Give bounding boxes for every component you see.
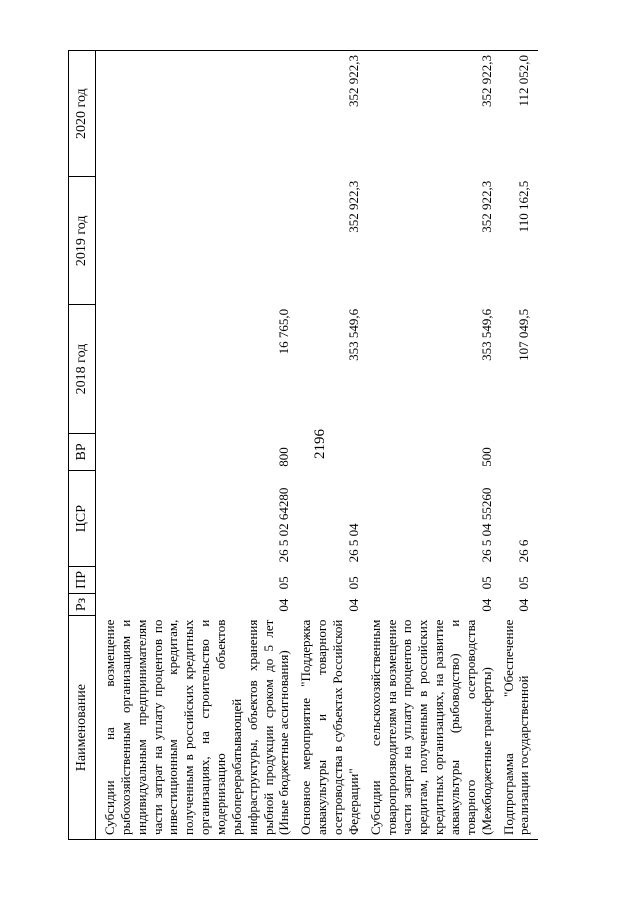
- budget-table: [68, 50, 538, 840]
- header-2020: 2020 год: [69, 51, 96, 177]
- header-csr: ЦСР: [69, 471, 96, 567]
- row-csr: 26 5 04: [345, 523, 361, 563]
- row-2020: 112 052,0: [501, 51, 539, 177]
- row-pr: 05: [345, 576, 361, 590]
- row-rz: 04: [516, 598, 532, 612]
- table-row: [368, 51, 501, 840]
- row-csr: 26 6: [516, 539, 532, 563]
- row-rz: 04: [276, 598, 292, 612]
- table-header-row: [69, 51, 96, 840]
- row-name: Субсидии на возмещение рыбохозяйственным организациям и индивидуальным предпринимателям части затрат на уплату процентов по инвестиционным кредитам, полученным в российских кредитных организациях, на строительство и модернизацию объектов рыбоперерабатывающей инфраструктуры, объектов хранения рыбной продукции сроком до 5 лет (Иные бюджетные ассигнования): [96, 616, 299, 840]
- row-2018: 353 549,6: [478, 308, 494, 361]
- row-rz: 04: [345, 598, 361, 612]
- row-2019: 352 922,3: [345, 180, 361, 233]
- row-2020: 352 922,3: [298, 51, 367, 177]
- row-2018: 107 049,5: [516, 308, 532, 361]
- row-2019: 110 162,5: [516, 180, 532, 233]
- header-2018: 2018 год: [69, 305, 96, 433]
- row-csr: 26 5 02 64280: [276, 487, 292, 563]
- header-name: Наименование: [69, 616, 96, 840]
- table-row: [96, 51, 299, 840]
- header-2019: 2019 год: [69, 177, 96, 305]
- row-2018: 353 549,6: [345, 308, 361, 361]
- row-name: Основное мероприятие "Поддержка аквакультуры и товарного осетроводства в субъектах Российской Федерации": [298, 616, 367, 840]
- row-2018: 16 765,0: [276, 308, 292, 355]
- row-name: Подпрограмма "Обеспечение реализации государственной: [501, 616, 539, 840]
- row-vr: 500: [478, 447, 494, 467]
- row-vr: [298, 433, 367, 471]
- header-vr: ВР: [69, 433, 96, 471]
- row-2020: 352 922,3: [368, 51, 501, 177]
- table-row: [298, 51, 367, 840]
- header-pr: ПР: [69, 566, 96, 593]
- row-pr: 05: [276, 576, 292, 590]
- row-rz: 04: [478, 598, 494, 612]
- row-csr: 26 5 04 55260: [478, 487, 494, 563]
- row-2019: 352 922,3: [478, 180, 494, 233]
- row-2019: [96, 177, 299, 305]
- row-pr: 05: [478, 576, 494, 590]
- row-name: Субсидии сельскохозяйственным товаропроизводителям на возмещение части затрат на уплату процентов по кредитам, полученным в российских кредитных организациях, на развитие аквакультуры (рыбоводство) и товарного осетроводства (Межбюджетные трансферты): [368, 616, 501, 840]
- table-row: [501, 51, 539, 840]
- page-number: 2196: [312, 429, 328, 459]
- budget-table-sheet: [68, 50, 588, 840]
- row-vr: 800: [276, 447, 292, 467]
- header-rz: Рз: [69, 593, 96, 615]
- row-pr: 05: [516, 576, 532, 590]
- row-2020: [96, 51, 299, 177]
- row-vr: [501, 433, 539, 471]
